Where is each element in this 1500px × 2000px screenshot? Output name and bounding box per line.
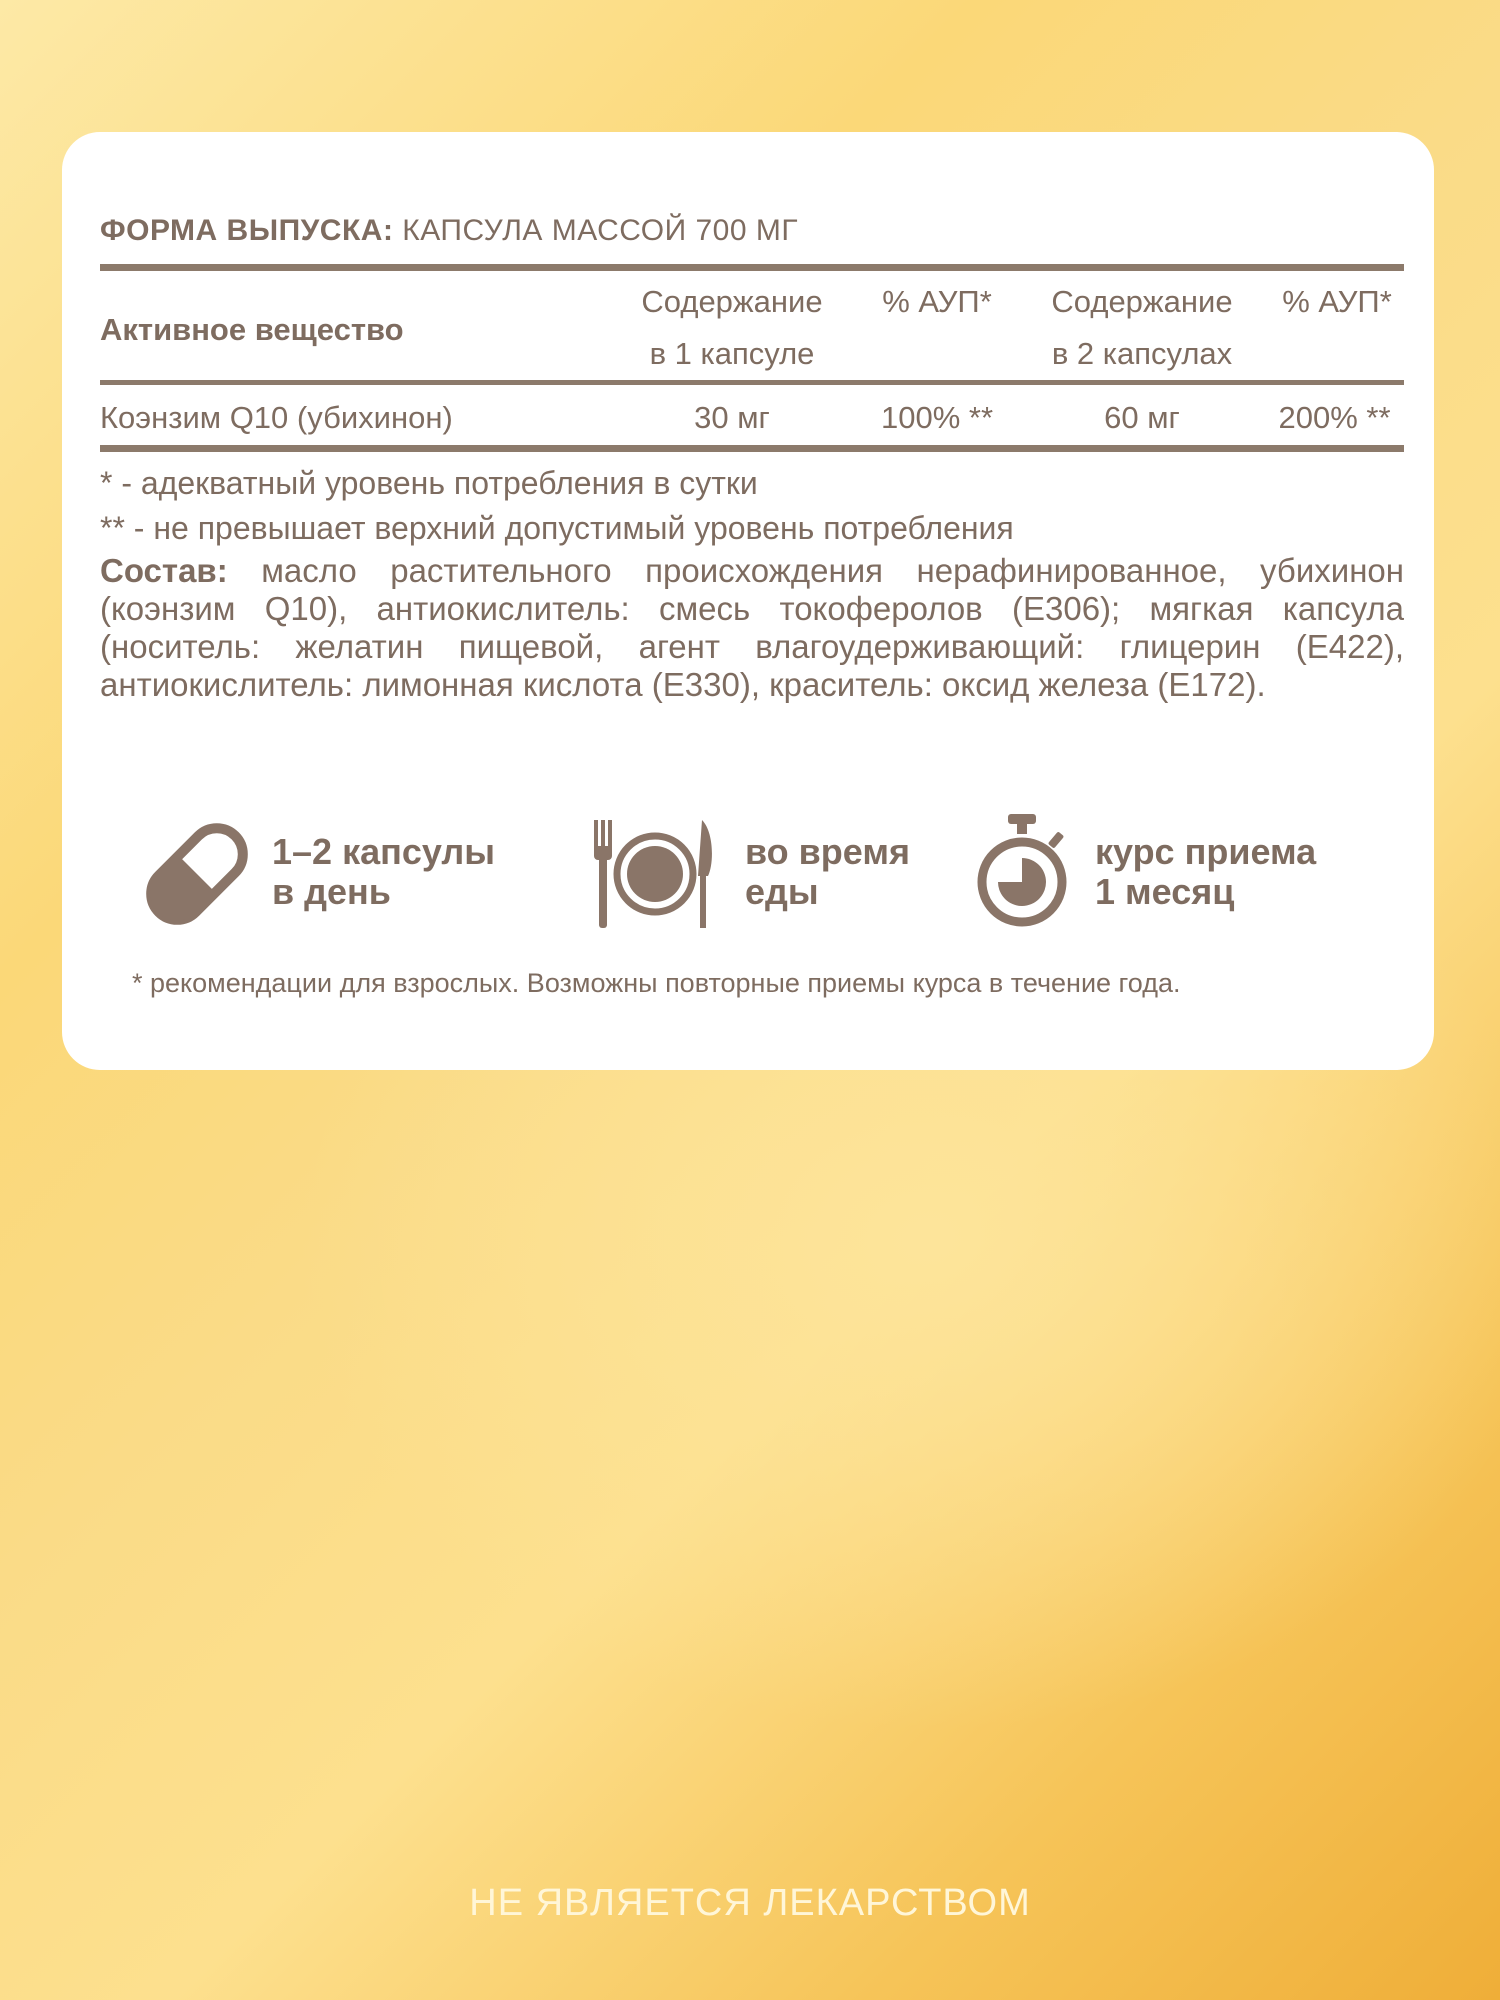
table-top-rule: [100, 264, 1404, 271]
table-header-rule: [100, 380, 1404, 385]
not-a-medicine-disclaimer: НЕ ЯВЛЯЕТСЯ ЛЕКАРСТВОМ: [469, 1882, 1031, 1924]
header-content1: Содержание в 1 капсуле: [641, 284, 823, 371]
composition-label: Состав:: [100, 552, 228, 589]
usage-course: курс приема 1 месяц: [1095, 831, 1317, 912]
note-upper-limit: ** - не превышает верхний допустимый уровень потребления: [100, 510, 1014, 546]
capsule-icon: [137, 814, 257, 934]
table-bottom-rule: [100, 445, 1404, 452]
header-aup2: % АУП*: [1282, 284, 1392, 319]
info-card: [62, 132, 1434, 1070]
release-form-label: ФОРМА ВЫПУСКА:: [100, 214, 394, 247]
release-form-value: КАПСУЛА МАССОЙ 700 МГ: [402, 214, 799, 247]
composition: [100, 552, 1404, 704]
stopwatch-icon: [972, 814, 1072, 932]
row-aup1: 100% **: [880, 400, 994, 435]
usage-time: во время еды: [745, 831, 910, 912]
composition-text: масло растительного происхождения нерафинированное, убихинон (коэнзим Q10), антиокислитель: смесь токоферолов (Е306); мягкая капсула (носитель: желатин пищевой, агент влагоудерживающий: глицерин (Е422), антиокислитель: лимонная кислота (Е330), краситель: оксид железа (Е172).: [100, 552, 1404, 703]
header-content2: Содержание в 2 капсулах: [1051, 284, 1233, 371]
header-aup1: % АУП*: [882, 284, 992, 319]
release-form: [100, 214, 798, 248]
row-substance: Коэнзим Q10 (убихинон): [100, 400, 453, 435]
row-content1: 30 мг: [694, 400, 770, 435]
usage-dose: 1–2 капсулы в день: [272, 831, 496, 912]
row-aup2: 200% **: [1278, 400, 1391, 435]
row-content2: 60 мг: [1104, 400, 1180, 435]
header-substance: Активное вещество: [100, 312, 404, 347]
recommendation-note: * рекомендации для взрослых. Возможны повторные приемы курса в течение года.: [132, 968, 1181, 998]
plate-cutlery-icon: [590, 820, 720, 930]
note-aup: * - адекватный уровень потребления в сутки: [100, 465, 758, 501]
